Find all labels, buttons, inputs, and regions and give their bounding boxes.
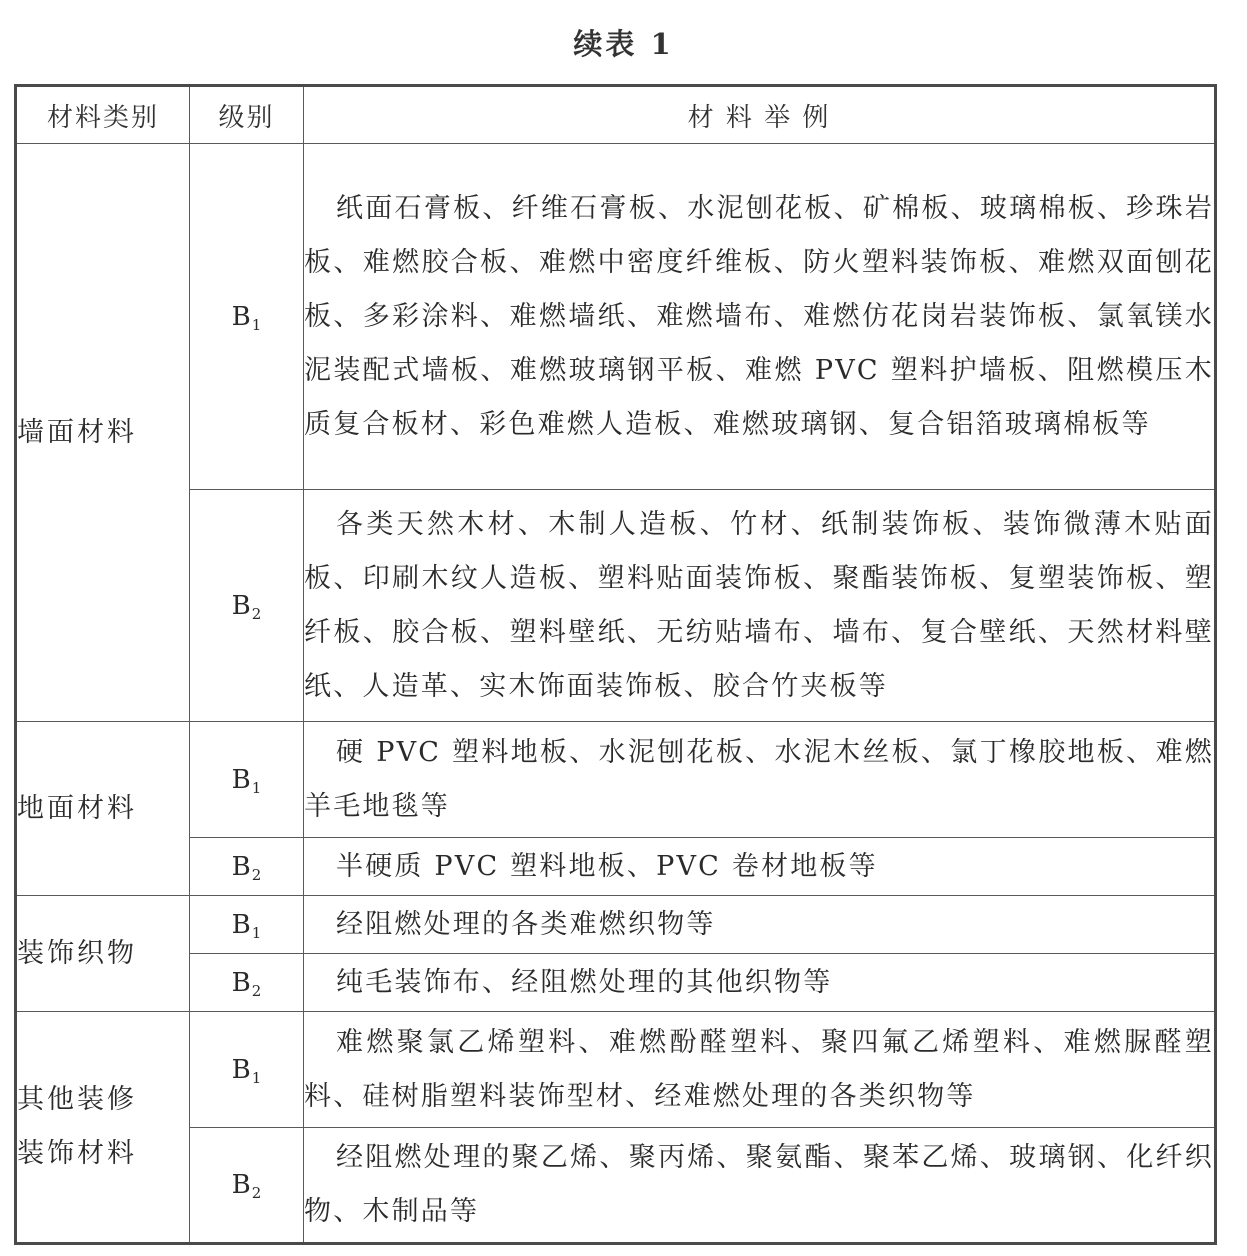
category-cell: 墙面材料 — [16, 144, 190, 722]
grade-subscript: 2 — [251, 1184, 262, 1202]
header-category: 材料类别 — [16, 86, 190, 144]
grade-letter: B — [231, 590, 251, 621]
grade-cell — [190, 722, 304, 838]
examples-cell: 硬 PVC 塑料地板、水泥刨花板、水泥木丝板、氯丁橡胶地板、难燃羊毛地毯等 — [304, 722, 1216, 838]
table-row — [16, 144, 1216, 490]
examples-cell: 半硬质 PVC 塑料地板、PVC 卷材地板等 — [304, 838, 1216, 896]
header-examples: 材 料 举 例 — [304, 86, 1216, 144]
examples-cell: 难燃聚氯乙烯塑料、难燃酚醛塑料、聚四氟乙烯塑料、难燃脲醛塑料、硅树脂塑料装饰型材、经难燃处理的各类织物等 — [304, 1012, 1216, 1128]
grade-subscript: 2 — [251, 981, 262, 1000]
grade-subscript: 1 — [251, 923, 262, 942]
examples-cell: 纸面石膏板、纤维石膏板、水泥刨花板、矿棉板、玻璃棉板、珍珠岩板、难燃胶合板、难燃中密度纤维板、防火塑料装饰板、难燃双面刨花板、多彩涂料、难燃墙纸、难燃墙布、难燃仿花岗岩装饰板、氯氧镁水泥装配式墙板、难燃玻璃钢平板、难燃 PVC 塑料护墙板、阻燃模压木质复合板材、彩色难燃人造板、难燃玻璃钢、复合铝箔玻璃棉板等 — [304, 144, 1216, 490]
grade-cell — [190, 1012, 304, 1128]
grade-subscript: 1 — [251, 1068, 262, 1087]
grade-letter: B — [231, 851, 251, 882]
header-grade: 级别 — [190, 86, 304, 144]
grade-cell — [190, 954, 304, 1012]
category-cell: 地面材料 — [16, 722, 190, 896]
materials-table — [14, 84, 1217, 1245]
category-cell: 其他装修装饰材料 — [16, 1012, 190, 1244]
grade-subscript: 2 — [251, 865, 262, 884]
table-row — [16, 490, 1216, 722]
table-row — [16, 1012, 1216, 1128]
table-row — [16, 954, 1216, 1012]
grade-subscript: 1 — [251, 315, 262, 334]
table-row — [16, 722, 1216, 838]
examples-cell: 经阻燃处理的聚乙烯、聚丙烯、聚氨酯、聚苯乙烯、玻璃钢、化纤织物、木制品等 — [304, 1128, 1216, 1244]
category-cell: 装饰织物 — [16, 896, 190, 1012]
examples-cell: 各类天然木材、木制人造板、竹材、纸制装饰板、装饰微薄木贴面板、印刷木纹人造板、塑料贴面装饰板、聚酯装饰板、复塑装饰板、塑纤板、胶合板、塑料壁纸、无纺贴墙布、墙布、复合壁纸、天然材料壁纸、人造革、实木饰面装饰板、胶合竹夹板等 — [304, 490, 1216, 722]
grade-subscript: 1 — [251, 778, 262, 797]
table-row — [16, 896, 1216, 954]
table-caption: 续表 1 — [573, 27, 674, 61]
grade-cell — [190, 1128, 304, 1244]
grade-letter: B — [231, 967, 251, 998]
table-header-row — [16, 86, 1216, 144]
grade-letter: B — [231, 909, 251, 940]
grade-letter: B — [231, 1170, 251, 1200]
grade-cell — [190, 144, 304, 490]
grade-cell — [190, 490, 304, 722]
grade-subscript: 2 — [251, 604, 262, 623]
examples-cell: 经阻燃处理的各类难燃织物等 — [304, 896, 1216, 954]
table-row — [16, 838, 1216, 896]
grade-cell — [190, 896, 304, 954]
examples-cell: 纯毛装饰布、经阻燃处理的其他织物等 — [304, 954, 1216, 1012]
grade-cell — [190, 838, 304, 896]
grade-letter: B — [231, 764, 251, 795]
table-row — [16, 1128, 1216, 1244]
grade-letter: B — [231, 1054, 251, 1085]
grade-letter: B — [231, 301, 251, 332]
